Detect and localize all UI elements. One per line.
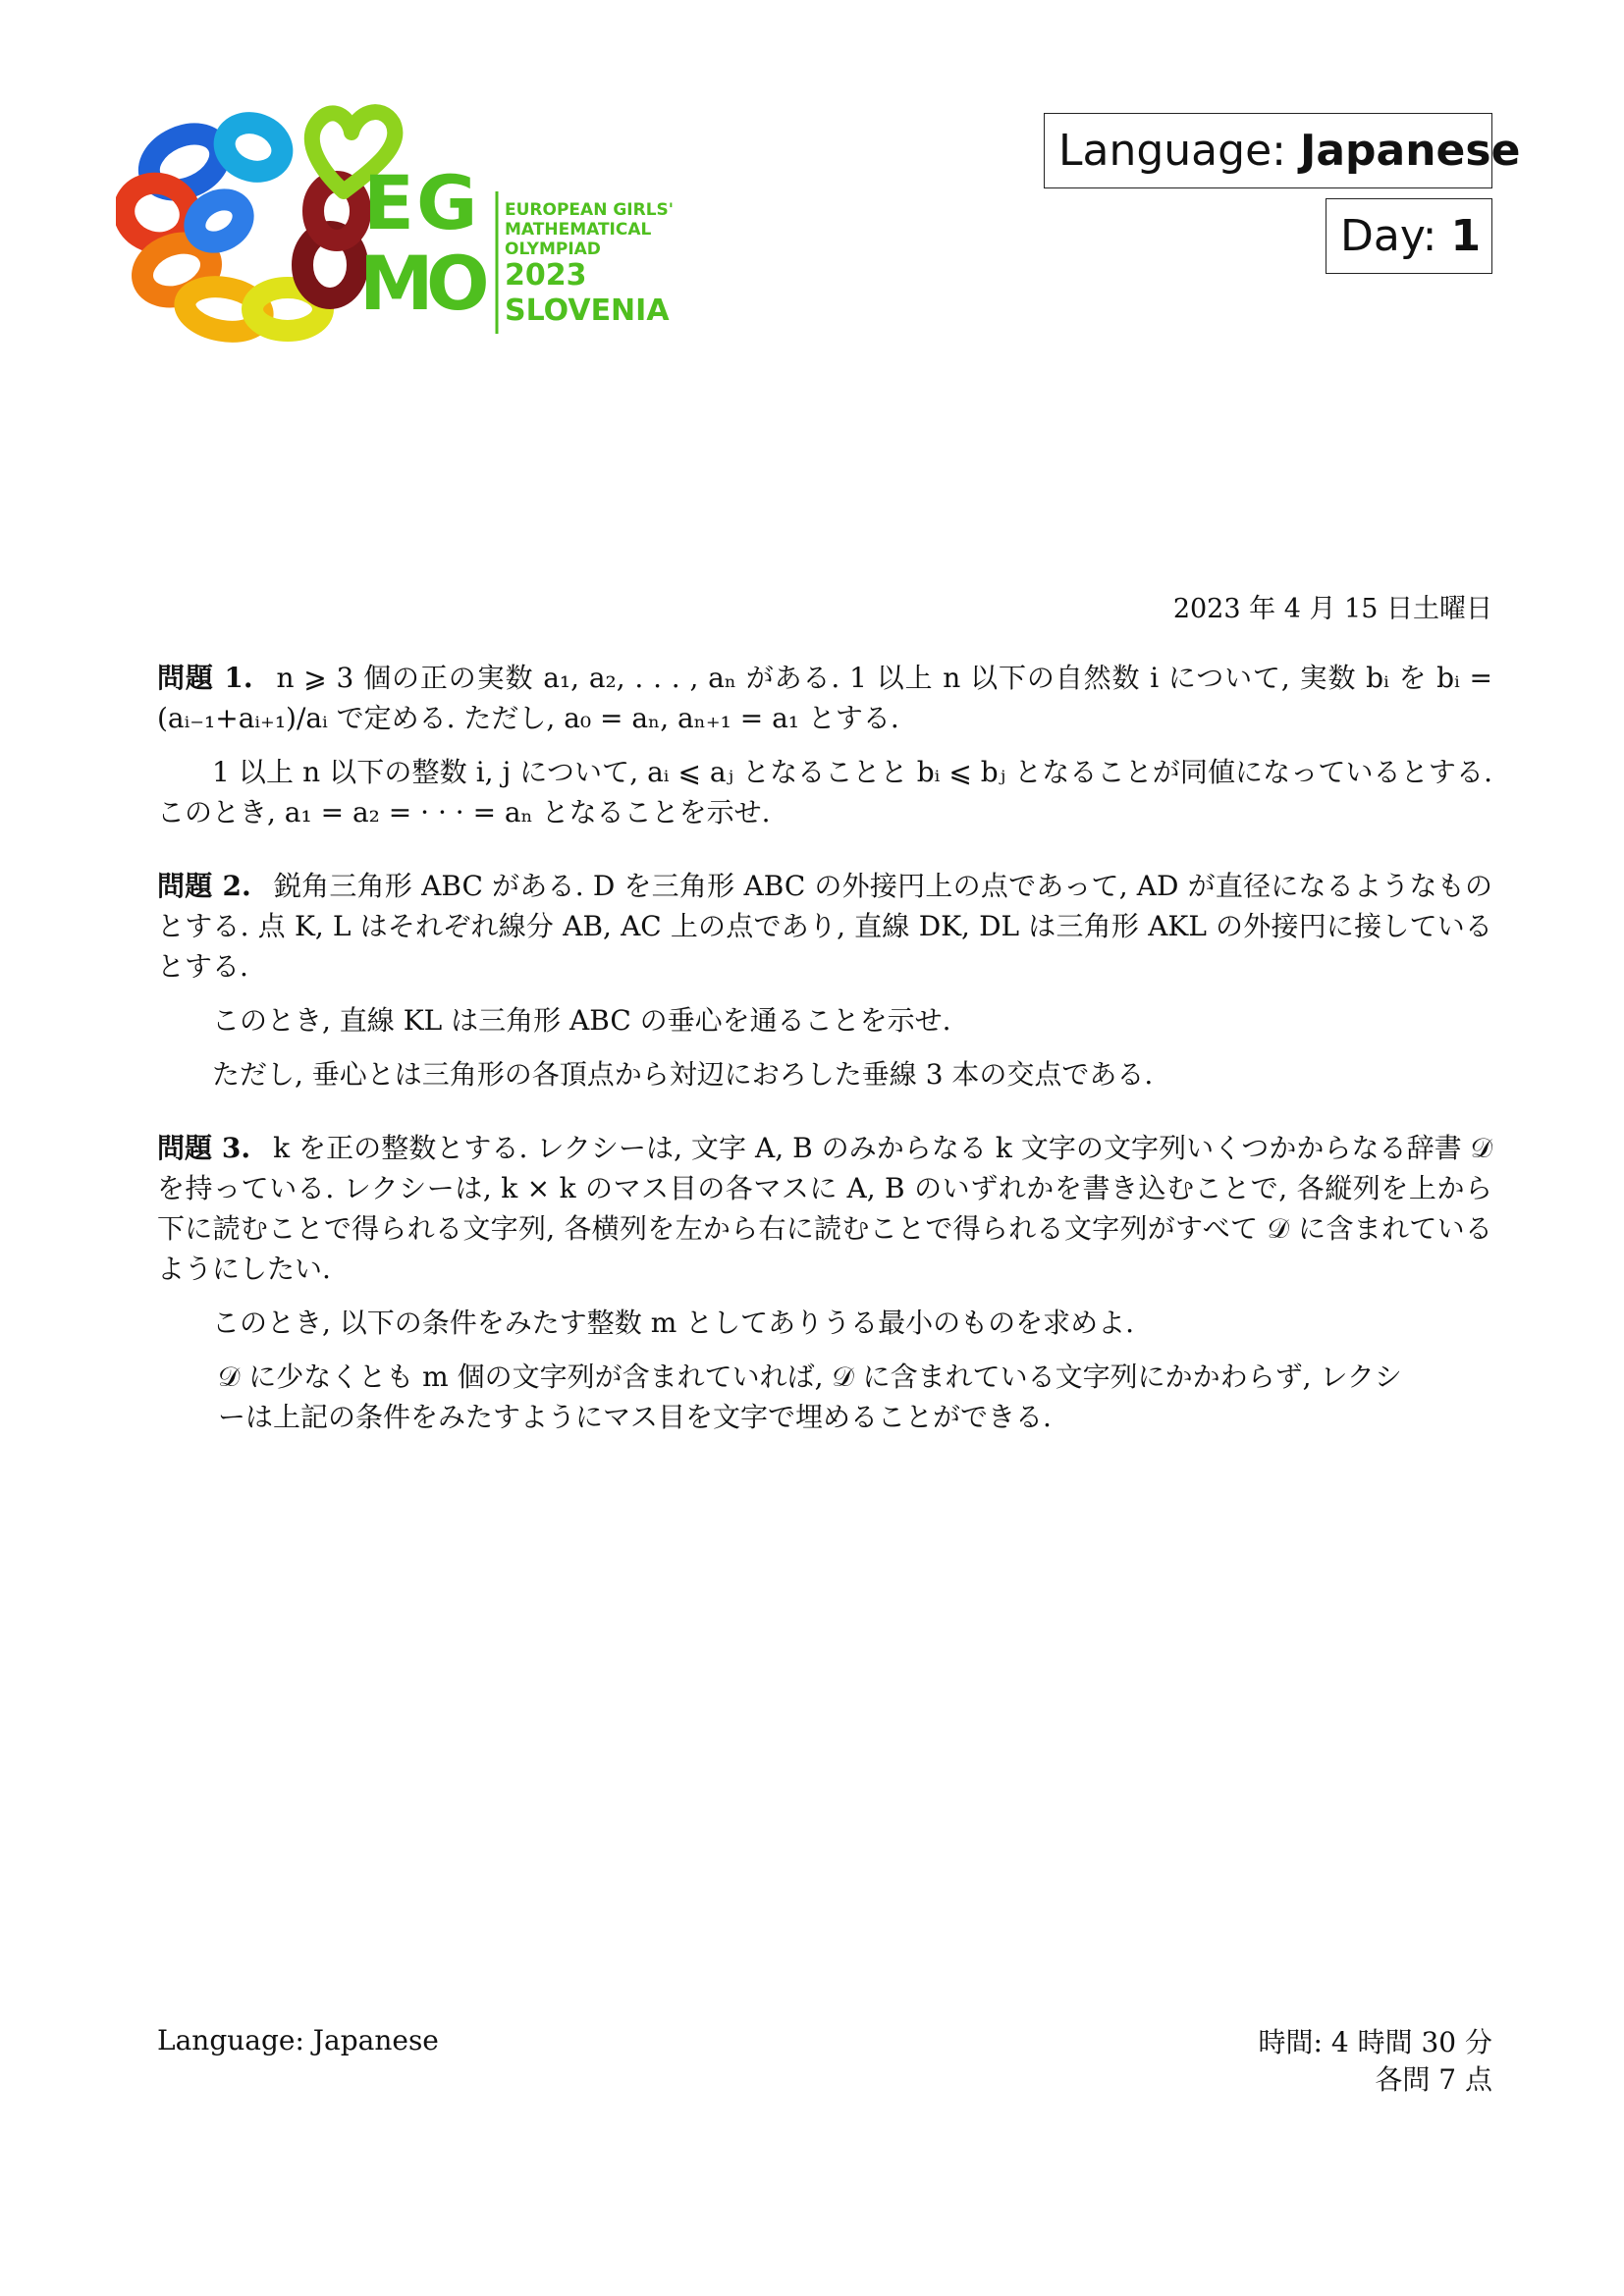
problem-text: 鋭角三角形 ABC がある. D を三角形 ABC の外接円上の点であって, AD が直径になるようなものとする. 点 K, L はそれぞれ線分 AB, AC 上の点であり, 直線 DK, DL は三角形 AKL の外接円に接しているとする.	[157, 870, 1492, 983]
problem-text: このとき, 以下の条件をみたす整数 m としてありうる最小のものを求めよ.	[212, 1307, 1135, 1339]
problem-text: ただし, 垂心とは三角形の各頂点から対辺におろした垂線 3 本の交点である.	[212, 1058, 1154, 1091]
language-value: Japanese	[1299, 126, 1521, 176]
logo-letter-e: E	[363, 159, 414, 246]
logo-line-1: EUROPEAN GIRLS'	[505, 200, 674, 220]
logo-line-3: OLYMPIAD	[505, 240, 601, 259]
logo-line-5: SLOVENIA	[505, 294, 670, 328]
logo-letter-g: G	[416, 159, 478, 246]
day-box	[1326, 198, 1492, 274]
logo-line-2: MATHEMATICAL	[505, 220, 652, 240]
problem-text: n ⩾ 3 個の正の実数 a₁, a₂, . . . , aₙ がある. 1 以上 n 以下の自然数 i について, 実数 bᵢ を bᵢ = (aᵢ₋₁+aᵢ₊₁)/aᵢ で定める. ただし, a₀ = aₙ, aₙ₊₁ = a₁ とする.	[157, 662, 1492, 734]
logo-letter-m: M	[359, 240, 434, 327]
logo-line-4: 2023	[505, 258, 587, 293]
problem-1	[157, 658, 1492, 832]
problem-text: 1 以上 n 以下の整数 i, j について, aᵢ ⩽ aⱼ となることと bᵢ ⩽ bⱼ となることが同値になっているとする. このとき, a₁ = a₂ = · · · = aₙ となることを示せ.	[157, 756, 1492, 828]
problem-list	[157, 658, 1492, 1470]
problem-label: 問題 1.	[157, 662, 253, 694]
exam-date: 2023 年 4 月 15 日土曜日	[1172, 594, 1492, 624]
footer-info	[1259, 2024, 1492, 2099]
problem-label: 問題 3.	[157, 1132, 251, 1164]
egmo-logo	[116, 103, 685, 358]
language-box	[1044, 113, 1521, 188]
problem-3	[157, 1128, 1492, 1437]
day-value: 1	[1450, 211, 1482, 261]
problem-quote: 𝒟 に少なくとも m 個の文字列が含まれていれば, 𝒟 に含まれている文字列にかかわらず, レクシーは上記の条件をみたすようにマス目を文字で埋めることができる.	[218, 1361, 1402, 1433]
day-label: Day:	[1340, 211, 1437, 261]
problem-2	[157, 866, 1492, 1095]
footer-language: Language: Japanese	[157, 2024, 439, 2056]
footer-time: 時間: 4 時間 30 分	[1258, 2026, 1492, 2058]
language-label: Language:	[1058, 126, 1286, 176]
footer-points: 各問 7 点	[1375, 2063, 1492, 2096]
logo-letter-o: O	[426, 240, 490, 327]
problem-text: k を正の整数とする. レクシーは, 文字 A, B のみからなる k 文字の文字列いくつかからなる辞書 𝒟 を持っている. レクシーは, k × k のマス目の各マスに A, B のいずれかを書き込むことで, 各縦列を上から下に読むことで得られる文字列, 各横列を左から右に読むことで得られる文字列がすべて 𝒟 に含まれているようにしたい.	[157, 1132, 1493, 1285]
problem-label: 問題 2.	[157, 870, 251, 902]
problem-text: このとき, 直線 KL は三角形 ABC の垂心を通ることを示せ.	[212, 1004, 951, 1037]
